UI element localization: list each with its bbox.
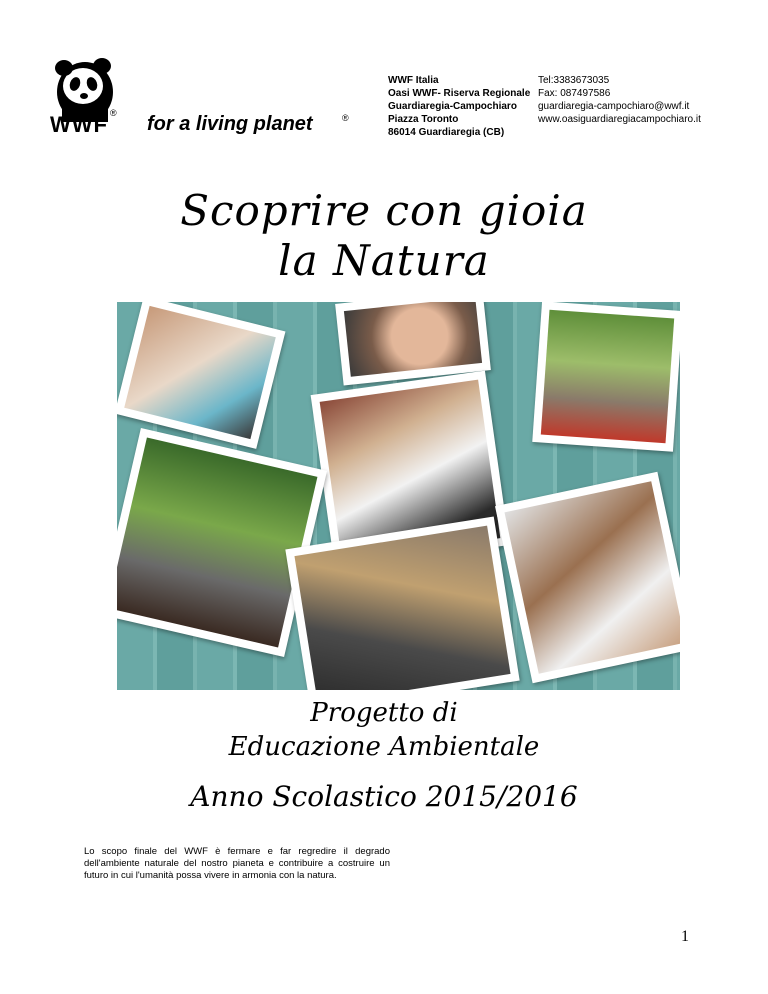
subtitle-line-1: Progetto di (310, 698, 458, 728)
page-number: 1 (681, 928, 689, 945)
title-line-2: la Natura (278, 236, 490, 285)
subtitle-line-2: Educazione Ambientale (228, 732, 540, 762)
photo-forest-children (117, 428, 327, 657)
title-line-1: Scoprire con gioia (180, 186, 588, 235)
school-year: Anno Scolastico 2015/2016 (190, 780, 578, 813)
contact-phone: Tel:3383673035 (538, 75, 610, 86)
address-line: Guardiaregia-Campochiaro (388, 101, 517, 112)
contact-website: www.oasiguardiaregiacampochiaro.it (538, 114, 701, 125)
address-line: 86014 Guardiaregia (CB) (388, 127, 505, 138)
contact-email: guardiaregia-campochiaro@wwf.it (538, 101, 690, 112)
photo-stream-rocks (285, 517, 519, 690)
registered-mark: ® (342, 113, 349, 123)
address-line: Piazza Toronto (388, 114, 459, 125)
address-block (388, 74, 530, 139)
photo-forest-hike (532, 302, 680, 452)
wwf-wordmark: WWF (50, 112, 108, 137)
address-line: Oasi WWF- Riserva Regionale (388, 88, 531, 99)
contact-fax: Fax: 087497586 (538, 88, 611, 99)
photo-owl (495, 472, 680, 684)
address-line: WWF Italia (388, 75, 439, 86)
contact-block (538, 74, 701, 126)
photo-children-drawing (117, 302, 285, 449)
mission-statement: Lo scopo finale del WWF è fermare e far regredire il degrado dell'ambiente naturale del nostro pianeta e contribuire a costruire un futuro in cui l'umanità possa vivere in armonia con la natura. (84, 846, 390, 881)
registered-mark: ® (110, 108, 117, 118)
photo-collage (117, 302, 680, 690)
tagline: for a living planet (147, 113, 313, 135)
